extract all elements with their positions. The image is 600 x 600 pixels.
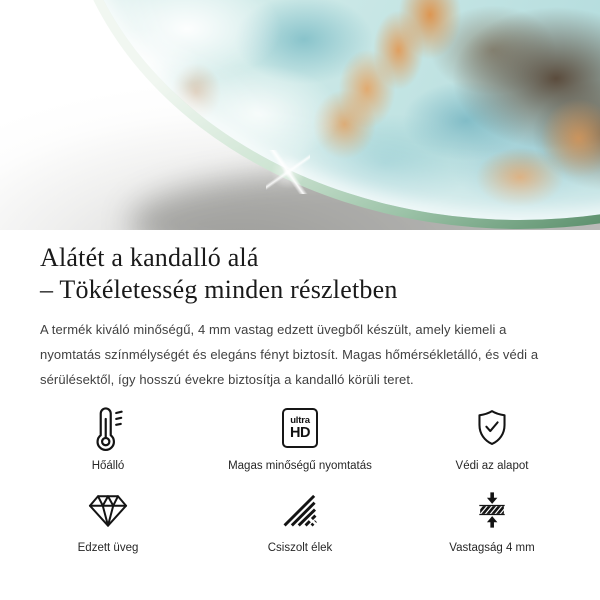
feature-grid [12,404,588,556]
feature-polished-edges [204,486,396,556]
page-title [40,242,560,306]
polished-edges-icon [281,486,319,534]
feature-print-quality [204,404,396,474]
feature-label: Magas minőségű nyomtatás [228,460,372,472]
sparkle-highlight-icon [266,150,310,194]
feature-thickness [396,486,588,556]
thickness-icon [474,486,510,534]
content-area [0,230,600,556]
ultra-hd-badge-bottom-text: HD [290,425,310,441]
feature-base-protection [396,404,588,474]
feature-tempered-glass [12,486,204,556]
shield-check-icon [473,404,511,452]
thermometer-icon [88,404,128,452]
page-title-line2: – Tökéletesség minden részletben [40,275,398,304]
product-description: A termék kiváló minőségű, 4 mm vastag edzett üvegből készült, amely kiemeli a nyomtatás színmélységét és elegáns fényt biztosít. Magas hőmérsékletálló, és védi a sérülésektől, így hosszú évekre biztosítja a kandalló körüli teret. [40,322,539,387]
product-image [0,0,600,230]
feature-label: Védi az alapot [455,460,529,472]
ultra-hd-icon [282,404,318,452]
feature-label: Edzett üveg [77,542,139,554]
feature-label: Vastagság 4 mm [449,542,535,554]
feature-heat-resistant [12,404,204,474]
ultra-hd-badge [282,408,318,448]
ultra-hd-badge-top-text: ultra [290,415,310,426]
feature-label: Hőálló [91,460,125,472]
page-title-line1: Alátét a kandalló alá [40,243,259,272]
feature-label: Csiszolt élek [267,542,333,554]
diamond-icon [86,486,130,534]
